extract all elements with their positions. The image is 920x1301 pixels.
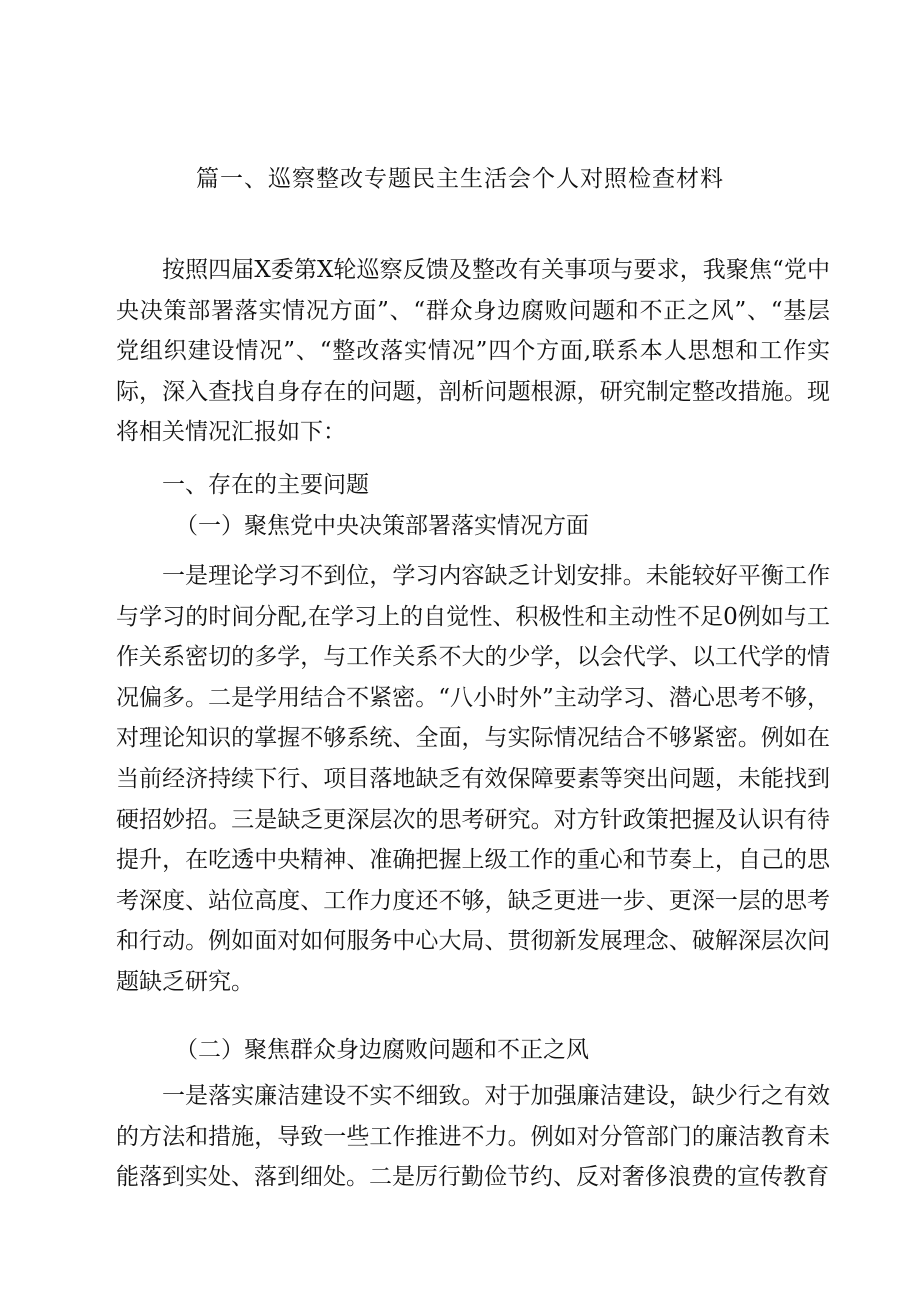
subsection-heading-1: （一）聚焦党中央决策部署落实情况方面 [175,513,589,539]
subsection-1-body: 一是理论学习不到位，学习内容缺乏计划安排。未能较好平衡工作与学习的时间分配,在学习上的自觉性、积极性和主动性不足0例如与工作关系密切的多学，与工作关系不大的少学，以会代学、以工代学的情况偏多。二是学用结合不紧密。“八小时外”主动学习、潜心思考不够，对理论知识的掌握不够系统、全面，与实际情况结合不够紧密。例如在当前经济持续下行、项目落地缺乏有效保障要素等突出问题，未能找到硬招妙招。三是缺乏更深层次的思考研究。对方针政策把握及认识有待提升，在吃透中央精神、准确把握上级工作的重心和节奏上，自己的思考深度、站位高度、工作力度还不够，缺乏更进一步、更深一层的思考和行动。例如面对如何服务中心大局、贯彻新发展理念、破解深层次问题缺乏研究。 [116,563,830,995]
document-title: 篇一、巡察整改专题民主生活会个人对照检查材料 [196,166,724,192]
subsection-heading-2: （二）聚焦群众身边腐败问题和不正之风 [175,1037,589,1063]
subsection-2-body: 一是落实廉洁建设不实不细致。对于加强廉洁建设，缺少行之有效的方法和措施，导致一些工作推进不力。例如对分管部门的廉洁教育未能落到实处、落到细处。二是厉行勤俭节约、反对奢侈浪费的宣传教育 [116,1083,830,1191]
section-heading-problems: 一、存在的主要问题 [162,472,369,498]
intro-paragraph: 按照四届X委第X轮巡察反馈及整改有关事项与要求，我聚焦“党中央决策部署落实情况方面”、“群众身边腐败问题和不正之风”、“基层党组织建设情况”、“整改落实情况”四个方面,联系本人思想和工作实际，深入查找自身存在的问题，剖析问题根源，研究制定整改措施。现将相关情况汇报如下： [116,257,830,446]
